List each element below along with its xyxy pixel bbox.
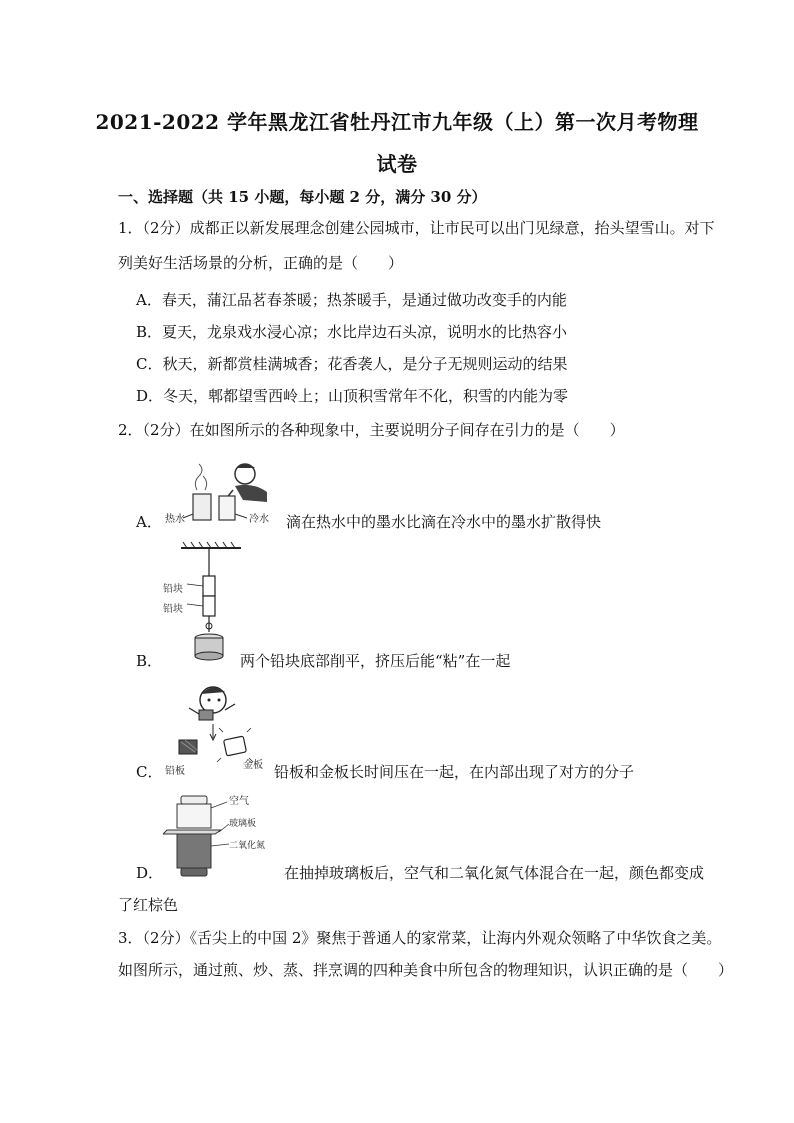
q2-option-d-text: 在抽掉玻璃板后，空气和二氧化氮气体混合在一起，颜色都变成: [284, 864, 705, 882]
label-glass-plate: 玻璃板: [229, 819, 257, 829]
figure-diffusion-beakers: [163, 456, 283, 528]
q2-option-b-text: 两个铅块底部削平，挤压后能“粘”在一起: [240, 652, 511, 670]
figure-lead-gold-plates: [163, 680, 275, 776]
label-cold-water: 冷水: [249, 514, 269, 525]
q2-option-c-text: 铅板和金板长时间压在一起，在内部出现了对方的分子: [274, 763, 635, 781]
label-hot-water: 热水: [165, 514, 185, 525]
q2-option-d-text-cont: 了红棕色: [118, 896, 179, 914]
q1-option-b: B．夏天，龙泉戏水浸心凉；水比岸边石头凉，说明水的比热容小: [136, 323, 568, 341]
label-lead-block-2: 铅块: [163, 604, 183, 615]
q3-stem-line1: 3．（2分）《舌尖上的中国 2》聚焦于普通人的家常菜，让海内外观众领略了中华饮食之美。: [118, 929, 722, 947]
q1-option-a: A．春天，蒲江品茗春茶暖；热茶暖手，是通过做功改变手的内能: [136, 291, 567, 309]
label-lead-plate: 铅板: [165, 766, 185, 776]
q2-option-d-label: D．: [136, 864, 164, 882]
q2-option-a-text: 滴在热水中的墨水比滴在冷水中的墨水扩散得快: [286, 513, 602, 531]
q2-option-c-label: C．: [136, 763, 163, 781]
q2-stem: 2．（2分）在如图所示的各种现象中，主要说明分子间存在引力的是（ ）: [118, 421, 625, 439]
q3-stem-line2: 如图所示，通过煎、炒、蒸、拌烹调的四种美食中所包含的物理知识，认识正确的是（ ）: [118, 961, 734, 979]
label-nitrogen-dioxide: 二氧化氮: [229, 841, 266, 851]
q2-option-b-label: B．: [136, 652, 163, 670]
q1-stem-line2: 列美好生活场景的分析，正确的是（ ）: [118, 254, 404, 272]
label-gold-plate: 金板: [243, 760, 263, 771]
section-heading: 一、选择题（共 15 小题，每小题 2 分，满分 30 分）: [118, 188, 487, 206]
q2-option-a-label: A．: [136, 513, 162, 531]
label-air: 空气: [229, 796, 249, 807]
label-lead-block-1: 铅块: [163, 584, 183, 595]
figure-lead-blocks: [163, 540, 243, 668]
q1-option-c: C．秋天，新都赏桂满城香；花香袭人，是分子无规则运动的结果: [136, 355, 568, 373]
q1-stem-line1: 1．（2分）成都正以新发展理念创建公园城市，让市民可以出门见绿意，抬头望雪山。对下: [118, 219, 715, 237]
figure-gas-jars: [163, 790, 275, 880]
q1-option-d: D．冬天，郫都望雪西岭上；山顶积雪常年不化，积雪的内能为零: [136, 387, 569, 405]
exam-title-line2: 试卷: [376, 152, 418, 176]
exam-title-line1: 2021-2022 学年黑龙江省牡丹江市九年级（上）第一次月考物理: [95, 110, 699, 134]
